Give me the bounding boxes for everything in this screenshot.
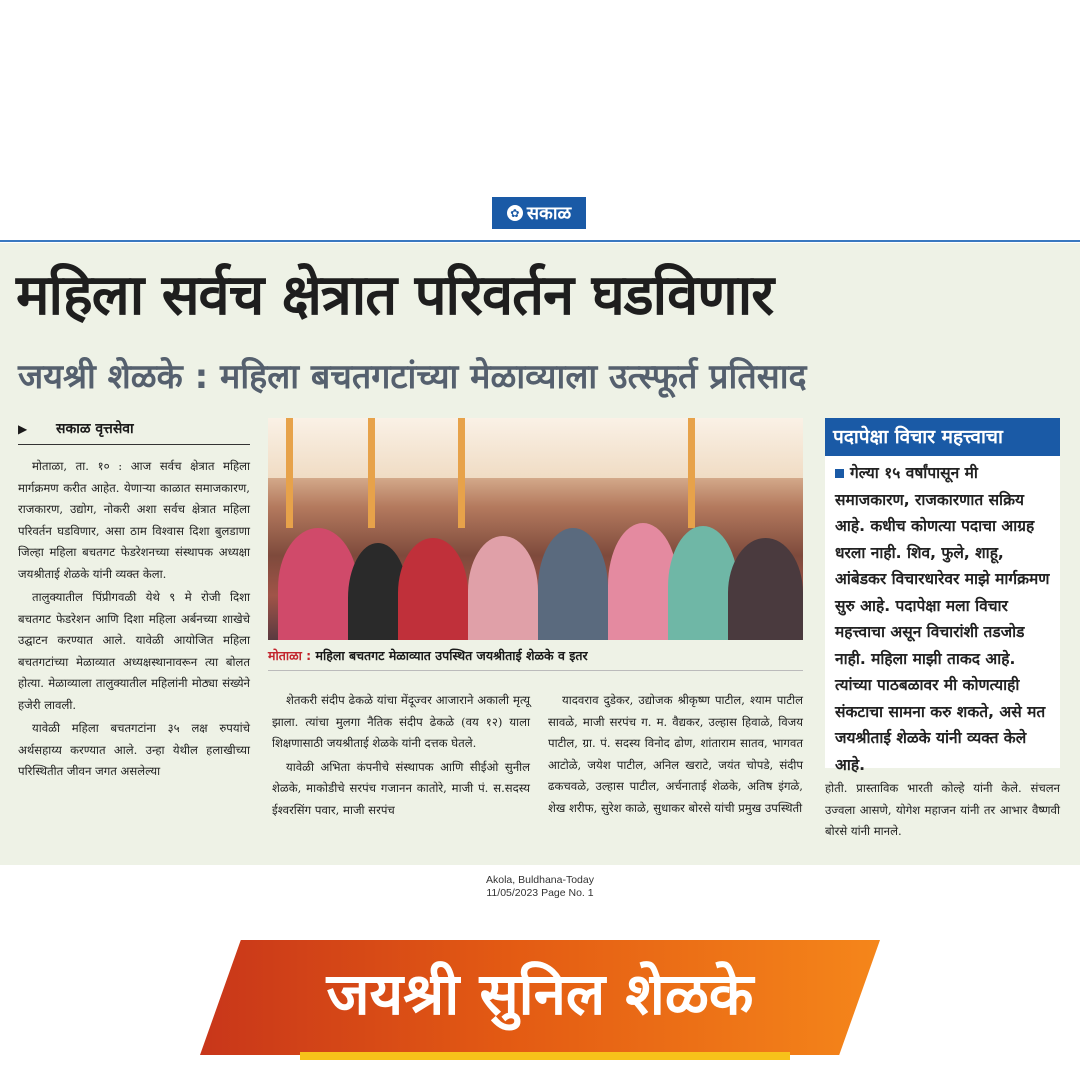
photo-caption bbox=[268, 644, 803, 671]
quote-box-title: पदापेक्षा विचार महत्त्वाचा bbox=[825, 418, 1060, 456]
article-paragraph: होती. प्रास्ताविक भारती कोल्हे यांनी केले. संचलन उज्वला आसणे, योगेश महाजन यांनी तर आभार वैष्णवी बोरसे यांनी मानले. bbox=[825, 781, 1060, 838]
masthead-logo bbox=[492, 197, 586, 229]
crowd-figure bbox=[468, 536, 538, 640]
crowd-figure bbox=[538, 528, 608, 640]
masthead-title: सकाळ bbox=[526, 203, 572, 224]
article-paragraph: यावेळी महिला बचतगटांना ३५ लक्ष रुपयांचे अर्थसहाय्य करण्यात आले. उन्हा येथील हलाखीच्या परिस्थितीत जीवन जगत असलेल्या bbox=[18, 721, 250, 778]
article-column-4 bbox=[825, 778, 1060, 858]
article-paragraph: यादवराव दुडेकर, उद्योजक श्रीकृष्ण पाटील, श्याम पाटील सावळे, माजी सरपंच ग. म. वैद्यकर, उल्हास हिवाळे, विजय पाटील, ग्रा. पं. सदस्य विनोद ढोण, शांताराम सातव, भागवत आटोळे, जयेश पाटील, अनिल खराटे, जयंत चोपडे, संदीप ढकचवळे, उल्हास पाटील, अर्चनाताई शेळके, अतिष इंगळे, शेख शरीफ, सुरेश काळे, सुधाकर बोरसे यांची प्रमुख उपस्थिती bbox=[548, 693, 803, 815]
banner-underline bbox=[300, 1052, 790, 1060]
edition-info bbox=[440, 874, 640, 900]
article-column-1 bbox=[18, 456, 250, 864]
top-rule bbox=[0, 240, 1080, 242]
caption-text: महिला बचतगट मेळाव्यात उपस्थित जयश्रीताई शेळके व इतर bbox=[315, 648, 588, 663]
tent-pole bbox=[688, 418, 695, 528]
square-bullet-icon bbox=[835, 469, 844, 478]
article-paragraph: शेतकरी संदीप ढेकळे यांचा मेंदूज्वर आजाराने अकाली मृत्यू झाला. त्यांचा मुलगा नैतिक संदीप ढेकळे (वय १२) याला शिक्षणासाठी जयश्रीताई शेळके यांनी दत्तक घेतले. bbox=[272, 693, 530, 750]
crowd-figure bbox=[728, 538, 803, 640]
triangle-bullet-icon: ▶ bbox=[18, 422, 28, 436]
edition-date: 11/05/2023 Page No. 1 bbox=[486, 887, 594, 899]
quote-box-text: गेल्या १५ वर्षांपासून मी समाजकारण, राजकारणात सक्रिय आहे. कधीच कोणत्या पदाचा आग्रह धरला नाही. शिव, फुले, शाहू, आंबेडकर विचारधारेवर माझे मार्गक्रमण सुरु आहे. पदापेक्षा मला विचार महत्त्वाचा असून विचारांशी तडजोड नाही. महिला माझी ताकद आहे. त्यांच्या पाठबळावर मी कोणत्याही संकटाचा सामना करु शकते, असे मत जयश्रीताई शेळके यांनी व्यक्त केले आहे. bbox=[835, 464, 1050, 774]
subheadline: जयश्री शेळके : महिला बचतगटांच्या मेळाव्याला उत्स्फूर्त प्रतिसाद bbox=[18, 357, 807, 397]
crowd-figure bbox=[278, 528, 358, 640]
headline: महिला सर्वच क्षेत्रात परिवर्तन घडविणार bbox=[16, 263, 774, 328]
sakal-emblem-icon: ✿ bbox=[507, 205, 523, 221]
tent-pole bbox=[286, 418, 293, 528]
name-banner-text: जयश्री सुनिल शेळके bbox=[326, 960, 754, 1028]
caption-place: मोताळा : bbox=[268, 648, 312, 663]
article-column-2 bbox=[272, 690, 530, 860]
article-column-3 bbox=[548, 690, 803, 860]
event-photo bbox=[268, 418, 803, 640]
edition-line: Akola, Buldhana-Today bbox=[486, 874, 594, 886]
quote-box bbox=[825, 418, 1060, 774]
quote-box-body bbox=[825, 456, 1060, 778]
byline bbox=[18, 418, 250, 445]
article-paragraph: मोताळा, ता. १० : आज सर्वच क्षेत्रात महिला मार्गक्रमण करीत आहेत. येणाऱ्या काळात समाजकारण, राजकारण, उद्योग, नोकरी अशा सर्वच क्षेत्रात महिला परिवर्तन घडविणार, असा ठाम विश्वास दिशा बुलडाणा जिल्हा महिला बचतगट फेडरेशनच्या संस्थापक अध्यक्षा जयश्रीताई शेळके यांनी व्यक्त केला. bbox=[18, 459, 250, 581]
article-paragraph: तालुक्यातील पिंप्रीगवळी येथे ९ मे रोजी दिशा बचतगट फेडरेशन आणि दिशा महिला अर्बनच्या शाखेचे उद्घाटन करण्यात आले. यावेळी आयोजित महिला बचतगटांच्या मेळाव्यात अध्यक्षस्थानावरून त्या बोलत होत्या. मेळाव्याला तालुक्यातील महिलांनी मोठ्या संख्येने हजेरी लावली. bbox=[18, 590, 250, 712]
tent-pole bbox=[368, 418, 375, 528]
tent-pole bbox=[458, 418, 465, 528]
tent-canopy bbox=[268, 418, 803, 478]
crowd-figure bbox=[398, 538, 468, 640]
byline-text: सकाळ वृत्तसेवा bbox=[56, 421, 134, 437]
article-paragraph: यावेळी अभिता कंपनीचे संस्थापक आणि सीईओ सुनील शेळके, माकोडीचे सरपंच गजानन कातोरे, माजी पं. स.सदस्य ईश्वरसिंग पवार, माजी सरपंच bbox=[272, 759, 530, 817]
